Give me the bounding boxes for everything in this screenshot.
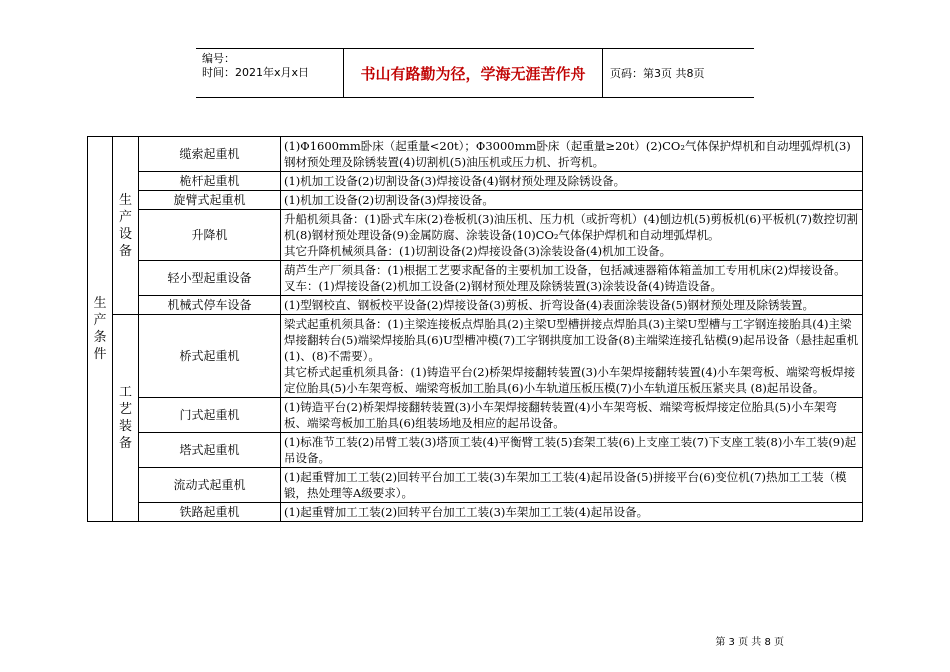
table-row <box>88 296 863 315</box>
table-row <box>88 261 863 296</box>
equipment-requirements <box>281 315 863 398</box>
equipment-requirements <box>281 503 863 522</box>
equipment-requirements <box>281 191 863 210</box>
table-row <box>88 172 863 191</box>
table-row <box>88 468 863 503</box>
equipment-name: 流动式起重机 <box>139 468 281 503</box>
requirement-line: 梁式起重机须具备：(1)主梁连接板点焊胎具(2)主梁U型槽拼接点焊胎具(3)主梁U型槽与工字钢连接胎具(4)主梁焊接翻转台(5)端梁焊接胎具(6)U型槽冲模(7)工字钢拱度加工设备(8)主端梁连接孔钻模(9)起吊设备（悬挂起重机(1)、(8)不需要）。 <box>284 317 859 363</box>
requirement-line: (1)起重臂加工工装(2)回转平台加工工装(3)车架加工工装(4)起吊设备(5)拼接平台(6)变位机(7)热加工工装（模锻，热处理等A级要求）。 <box>284 470 847 500</box>
page-header <box>196 48 754 98</box>
equipment-name: 机械式停车设备 <box>139 296 281 315</box>
requirement-line: 其它桥式起重机须具备：(1)铸造平台(2)桥架焊接翻转装置(3)小车架焊接翻转装置(4)小车架弯板、端梁弯板焊接定位胎具(5)小车架弯板、端梁弯板加工胎具(6)小车轨道压板压模(7)小车轨道压板压紧夹具 (8)起吊设备。 <box>284 365 856 395</box>
requirement-line: (1)机加工设备(2)切割设备(3)焊接设备。 <box>284 193 494 207</box>
equipment-name: 升降机 <box>139 210 281 261</box>
document-time-label: 时间：2021年x月x日 <box>202 66 310 79</box>
equipment-name: 铁路起重机 <box>139 503 281 522</box>
table-row <box>88 503 863 522</box>
group-cell <box>113 315 139 522</box>
header-meta <box>196 49 344 97</box>
group-cell <box>113 137 139 315</box>
document-number-label: 编号： <box>202 52 235 65</box>
requirement-line: (1)Φ1600mm卧床（起重量<20t）；Φ3000mm卧床（起重量≥20t）(2)CO₂气体保护焊机和自动埋弧焊机(3)钢材预处理及除锈装置(4)切割机(5)油压机或压力机、折弯机。 <box>284 139 851 169</box>
equipment-requirements <box>281 296 863 315</box>
equipment-requirements <box>281 210 863 261</box>
table-row <box>88 210 863 261</box>
group-label: 工 艺 装 备 <box>118 385 132 451</box>
requirement-line: 升船机须具备：(1)卧式车床(2)卷板机(3)油压机、压力机（或折弯机）(4)刨边机(5)剪板机(6)平板机(7)数控切割机(8)钢材预处理设备(9)金属防腐、涂装设备(10)CO₂气体保护焊机和自动埋弧焊机。 <box>284 212 859 242</box>
table-row <box>88 315 863 398</box>
category-cell <box>88 137 113 522</box>
requirements-table <box>87 136 863 522</box>
table-row <box>88 137 863 172</box>
group-label: 生 产 设 备 <box>118 192 132 259</box>
requirement-line: (1)标准节工装(2)吊臂工装(3)塔顶工装(4)平衡臂工装(5)套架工装(6)上支座工装(7)下支座工装(8)小车工装(9)起吊设备。 <box>284 435 857 465</box>
requirement-line: 葫芦生产厂须具备：(1)根据工艺要求配备的主要机加工设备，包括减速器箱体箱盖加工专用机床(2)焊接设备。 <box>284 263 846 277</box>
equipment-name: 桥式起重机 <box>139 315 281 398</box>
requirement-line: (1)型钢校直、钢板校平设备(2)焊接设备(3)剪板、折弯设备(4)表面涂装设备(5)钢材预处理及除锈装置。 <box>284 298 814 312</box>
equipment-name: 旋臂式起重机 <box>139 191 281 210</box>
equipment-requirements <box>281 468 863 503</box>
header-motto: 书山有路勤为径，学海无涯苦作舟 <box>344 49 603 97</box>
equipment-requirements <box>281 137 863 172</box>
table-row <box>88 433 863 468</box>
equipment-name: 缆索起重机 <box>139 137 281 172</box>
requirement-line: (1)起重臂加工工装(2)回转平台加工工装(3)车架加工工装(4)起吊设备。 <box>284 505 649 519</box>
equipment-name: 桅杆起重机 <box>139 172 281 191</box>
equipment-requirements <box>281 172 863 191</box>
requirement-line: (1)铸造平台(2)桥架焊接翻转装置(3)小车架焊接翻转装置(4)小车架弯板、端梁弯板焊接定位胎具(5)小车架弯板、端梁弯板加工胎具(6)组装场地及相应的起吊设备。 <box>284 400 837 430</box>
equipment-name: 门式起重机 <box>139 398 281 433</box>
table-row <box>88 398 863 433</box>
category-label: 生 产 条 件 <box>93 296 107 362</box>
header-page-info: 页码：第3页 共8页 <box>610 67 705 80</box>
equipment-requirements <box>281 398 863 433</box>
equipment-requirements <box>281 261 863 296</box>
requirement-line: 叉车：(1)焊接设备(2)机加工设备(2)钢材预处理及除锈装置(3)涂装设备(4)铸造设备。 <box>284 279 722 293</box>
equipment-name: 轻小型起重设备 <box>139 261 281 296</box>
requirement-line: 其它升降机械须具备：(1)切割设备(2)焊接设备(3)涂装设备(4)机加工设备。 <box>284 244 672 258</box>
equipment-requirements <box>281 433 863 468</box>
table-body <box>88 137 863 522</box>
page-footer: 第 3 页 共 8 页 <box>715 637 784 648</box>
equipment-name: 塔式起重机 <box>139 433 281 468</box>
table-row <box>88 191 863 210</box>
requirement-line: (1)机加工设备(2)切割设备(3)焊接设备(4)钢材预处理及除锈设备。 <box>284 174 626 188</box>
